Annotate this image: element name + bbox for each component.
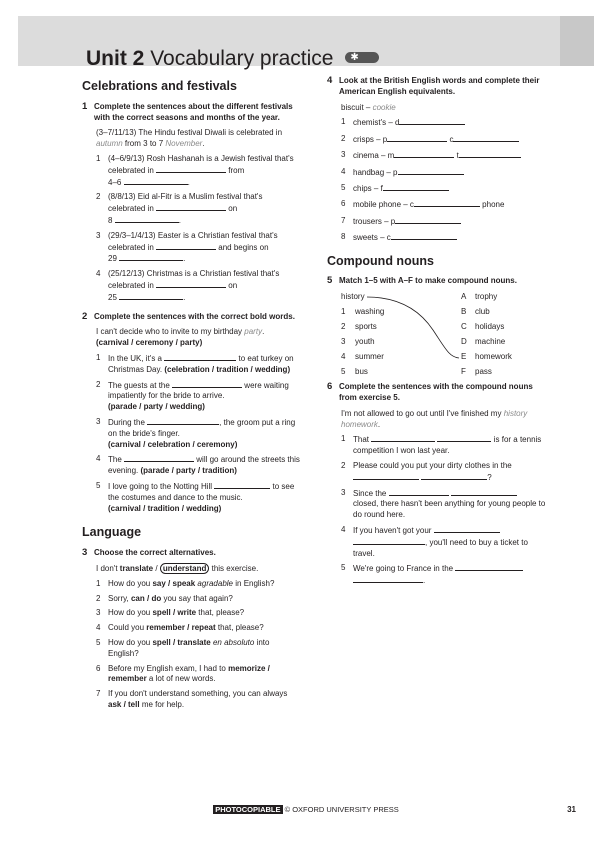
- exercise-instruction: Look at the British English words and complete their American English equivalents.: [339, 76, 540, 96]
- example-sentence: I don't translate / understand this exercise.: [96, 564, 259, 574]
- item-text: 25: [108, 292, 117, 302]
- list-item: [341, 117, 549, 128]
- match-letter: B: [461, 307, 467, 317]
- item-text: .: [423, 576, 426, 586]
- section-heading-celebrations: Celebrations and festivals: [82, 79, 237, 93]
- item-text: If you don't understand something, you can always: [108, 689, 288, 699]
- exercise-number: 5: [327, 275, 333, 287]
- options-text[interactable]: remember / repeat: [146, 623, 216, 633]
- example-sentence: I'm not allowed to go out until I've finished my history homework.: [341, 408, 528, 429]
- match-number: 4: [341, 352, 346, 362]
- item-text: How do you: [108, 608, 151, 618]
- list-item: [96, 638, 302, 660]
- item-number: 1: [96, 578, 101, 588]
- match-word: pass: [475, 367, 492, 377]
- match-word: sports: [355, 322, 377, 332]
- page-footer: [0, 805, 612, 815]
- match-number: 1: [341, 307, 346, 317]
- list-item: [96, 353, 302, 376]
- item-text: on: [228, 204, 238, 214]
- header-tab: [560, 16, 594, 66]
- item-text: c: [449, 134, 454, 144]
- match-number: 2: [341, 322, 346, 332]
- answer-blank[interactable]: [353, 472, 419, 480]
- list-item: [96, 579, 302, 590]
- list-item: [96, 594, 302, 605]
- match-word: bus: [355, 367, 368, 377]
- list-item: [341, 150, 549, 161]
- item-number: 4: [341, 166, 346, 176]
- item-text: from: [228, 165, 245, 175]
- right-column: [327, 76, 549, 591]
- item-text: that, please?: [217, 623, 264, 633]
- options-text: (carnival / celebration / ceremony): [108, 439, 238, 449]
- item-text: and begins on: [218, 242, 269, 252]
- list-item: 4 (25/12/13) Christmas is a Christian festival that's celebrated in on 25 .: [96, 269, 280, 302]
- option-word[interactable]: translate: [119, 564, 154, 574]
- item-text: that, please?: [198, 608, 245, 618]
- item-number: 2: [96, 192, 101, 202]
- exercise-number: 4: [327, 75, 333, 86]
- answer-blank[interactable]: [399, 117, 465, 125]
- item-number: 1: [96, 353, 101, 363]
- example-text: biscuit –: [341, 102, 371, 112]
- list-item: 1 (4–6/9/13) Rosh Hashanah is a Jewish festival that's celebrated in from 4–6 .: [96, 154, 294, 187]
- item-number: 5: [96, 480, 101, 490]
- list-item: [96, 481, 302, 514]
- item-text: I love going to the Notting Hill: [108, 481, 213, 491]
- item-text: phone: [482, 200, 505, 210]
- photocopiable-badge: PHOTOCOPIABLE: [215, 805, 281, 814]
- item-number: 5: [341, 563, 346, 573]
- item-number: 2: [341, 460, 346, 470]
- item-text: During the: [108, 418, 145, 427]
- example-text: from 3 to 7: [124, 139, 164, 149]
- match-letter: A: [461, 292, 467, 302]
- example-answer: party: [244, 327, 263, 337]
- answer-blank[interactable]: [156, 280, 226, 288]
- item-text: Before my English exam, I had to: [108, 663, 226, 673]
- example-answer: November: [165, 139, 203, 149]
- answer-blank[interactable]: [147, 417, 219, 425]
- title-label: Vocabulary practice: [150, 47, 334, 70]
- match-word: youth: [355, 337, 375, 347]
- exercise-instruction: Complete the sentences with the correct bold words.: [94, 311, 295, 321]
- item-number: 3: [96, 417, 101, 426]
- item-number: 1: [341, 117, 346, 127]
- item-text: (25/12/13) Christmas is a Christian festival that's celebrated in: [108, 269, 280, 291]
- exercise-number: 6: [327, 381, 333, 393]
- item-text: The guests at the: [108, 380, 170, 390]
- item-number: 2: [341, 133, 346, 143]
- item-text: 4–6: [108, 177, 122, 187]
- options-text: (parade / party / tradition): [140, 466, 237, 476]
- answer-blank[interactable]: [124, 177, 188, 185]
- match-letter: C: [461, 322, 467, 332]
- answer-blank[interactable]: [172, 380, 242, 388]
- item-text: chips – f: [353, 183, 383, 193]
- item-text: will go around the streets this evening.: [108, 455, 300, 476]
- unit-label: Unit 2: [86, 47, 145, 70]
- list-item: [341, 434, 549, 457]
- item-number: 3: [341, 487, 346, 497]
- answer-blank[interactable]: [421, 472, 487, 480]
- item-text: The: [108, 455, 122, 465]
- answer-blank[interactable]: [353, 575, 426, 586]
- exercise-number: 1: [82, 100, 88, 112]
- list-item: [341, 232, 549, 243]
- section-heading-language: Language: [82, 525, 142, 540]
- example-answer: history homework: [341, 408, 528, 429]
- list-item: [96, 689, 302, 711]
- item-number: 1: [341, 434, 346, 444]
- list-item: [341, 134, 549, 145]
- answer-blank[interactable]: [156, 165, 226, 173]
- item-text: (4–6/9/13) Rosh Hashanah is a Jewish festival that's celebrated in: [108, 154, 294, 175]
- item-text: is for a tennis competition I won last year.: [353, 435, 542, 456]
- item-text: That: [353, 435, 370, 445]
- star-badge-icon: ✱: [345, 52, 379, 63]
- exercise-5: [327, 275, 549, 377]
- answer-blank[interactable]: [451, 488, 517, 496]
- exercise-instruction: Match 1–5 with A–F to make compound nouns.: [339, 276, 517, 286]
- match-word: trophy: [475, 292, 498, 302]
- example-text: this exercise.: [211, 564, 259, 574]
- match-word: summer: [355, 352, 384, 362]
- section-heading-compound-nouns: Compound nouns: [327, 253, 434, 268]
- example-sentence: [341, 103, 549, 114]
- example-text: I don't: [96, 564, 118, 574]
- answer-blank[interactable]: [156, 242, 216, 250]
- left-column: [82, 76, 302, 715]
- answer-blank[interactable]: [164, 353, 236, 361]
- item-number: 6: [341, 199, 346, 209]
- matching-grid: [341, 292, 549, 377]
- answer-blank[interactable]: [353, 537, 425, 545]
- match-word: homework: [475, 352, 512, 362]
- item-text: chemist's – d: [353, 118, 400, 128]
- item-text: In the UK, it's a: [108, 354, 162, 364]
- example-sentence: (3–7/11/13) The Hindu festival Diwali is celebrated in autumn from 3 to 7 November.: [96, 128, 283, 149]
- options-text[interactable]: spell / translate: [152, 638, 211, 648]
- item-text: 29: [108, 254, 117, 264]
- match-word: holidays: [475, 322, 505, 332]
- options-text[interactable]: say / speak: [152, 578, 196, 588]
- exercise-instruction: Complete the sentences with the compound nouns from exercise 5.: [339, 382, 533, 402]
- item-number: 8: [341, 232, 346, 242]
- item-number: 2: [96, 379, 101, 389]
- item-text: t: [456, 151, 459, 161]
- answer-blank[interactable]: [124, 454, 194, 462]
- list-item: [341, 167, 549, 178]
- list-item: [341, 563, 549, 587]
- item-number: 3: [96, 608, 101, 618]
- answer-blank[interactable]: [387, 134, 447, 142]
- list-item: [96, 417, 302, 450]
- copyright-text: © OXFORD UNIVERSITY PRESS: [284, 805, 399, 814]
- item-text: handbag – p: [353, 167, 398, 177]
- example-match-line: [341, 292, 481, 374]
- match-word: machine: [475, 337, 506, 347]
- item-text: ?: [487, 472, 492, 482]
- item-text: a lot of new words.: [148, 674, 216, 684]
- item-text: Since the: [353, 488, 387, 498]
- options-text[interactable]: memorize / remember: [108, 663, 270, 684]
- exercise-1: [82, 102, 302, 304]
- list-item: [96, 623, 302, 634]
- item-text: were waiting impatiently for the bride to arrive.: [108, 380, 289, 401]
- item-number: 4: [96, 269, 101, 279]
- list-item: [96, 380, 302, 413]
- item-text: Please could you put your dirty clothes in the: [353, 460, 512, 470]
- match-letter: F: [461, 367, 466, 377]
- options-text[interactable]: ask / tell: [108, 700, 140, 710]
- example-answer: cookie: [372, 102, 396, 112]
- item-text: , the groom put a ring on the bride's finger.: [108, 418, 296, 438]
- match-letter: E: [461, 352, 467, 362]
- item-number: 7: [96, 689, 101, 699]
- example-text: I can't decide who to invite to my birthday: [96, 327, 243, 337]
- item-text: Could you: [108, 623, 145, 633]
- item-number: 5: [341, 182, 346, 192]
- list-item: [96, 664, 302, 686]
- item-text: into English?: [108, 638, 270, 658]
- answer-blank[interactable]: [455, 563, 523, 571]
- item-italic: en absoluto: [212, 638, 255, 648]
- match-word: washing: [355, 307, 385, 317]
- list-item: [341, 488, 549, 521]
- options-text[interactable]: spell / write: [152, 608, 197, 618]
- list-item: [96, 608, 302, 619]
- answer-blank[interactable]: [115, 215, 179, 223]
- answer-blank[interactable]: [119, 253, 183, 261]
- item-number: 4: [96, 454, 101, 464]
- options-text[interactable]: can / do: [130, 593, 162, 603]
- answer-blank[interactable]: [395, 216, 461, 224]
- page-number: 31: [567, 805, 576, 814]
- answer-blank[interactable]: [394, 150, 454, 158]
- item-text: (29/3–1/4/13) Easter is a Christian festival that's celebrated in: [108, 230, 278, 252]
- example-sentence: I can't decide who to invite to my birthday party. (carnival / ceremony / party): [96, 327, 265, 348]
- item-number: 5: [96, 638, 101, 648]
- page-title: [86, 48, 379, 69]
- example-text: I'm not allowed to go out until I've finished my: [341, 408, 502, 418]
- answer-blank[interactable]: [383, 183, 449, 191]
- item-text: you say that again?: [163, 593, 233, 603]
- item-text: (8/8/13) Eid al-Fitr is a Muslim festival that's celebrated in: [108, 192, 263, 214]
- exercise-number: 3: [82, 547, 88, 559]
- item-text: to eat turkey on Christmas Day.: [108, 354, 294, 374]
- item-text: How do you: [108, 638, 151, 648]
- answer-blank[interactable]: [119, 292, 183, 300]
- answer-blank[interactable]: [371, 434, 435, 442]
- list-item: 3 (29/3–1/4/13) Easter is a Christian festival that's celebrated in and begins on 29 .: [96, 230, 278, 264]
- answer-blank[interactable]: [453, 134, 519, 142]
- match-word: history: [341, 292, 365, 302]
- item-text: crisps – p: [353, 134, 388, 144]
- answer-blank[interactable]: [156, 203, 226, 211]
- item-text: me for help.: [141, 700, 185, 710]
- item-text: cinema – m: [353, 151, 395, 161]
- item-text: closed, there hasn't been anything for young people to do round here.: [353, 499, 546, 520]
- item-text: How do you: [108, 578, 151, 588]
- answer-blank[interactable]: [398, 167, 464, 175]
- list-item: [341, 461, 549, 484]
- item-text: in English?: [235, 578, 275, 588]
- exercise-instruction: Choose the correct alternatives.: [94, 548, 216, 558]
- answer-blank[interactable]: [437, 434, 491, 442]
- item-number: 3: [341, 150, 346, 160]
- item-number: 1: [96, 154, 101, 164]
- exercise-4: [327, 76, 549, 244]
- item-number: 3: [96, 230, 101, 240]
- item-text: Sorry,: [108, 593, 129, 603]
- item-text: , you'll need to buy a ticket to travel.: [353, 537, 528, 558]
- list-item: [341, 525, 549, 559]
- list-item: 2 (8/8/13) Eid al-Fitr is a Muslim festival that's celebrated in on 8 .: [96, 192, 263, 226]
- item-number: 2: [96, 593, 101, 603]
- item-text: mobile phone – c: [353, 200, 414, 210]
- list-item: [341, 199, 549, 210]
- item-text: 8: [108, 216, 113, 226]
- match-letter: D: [461, 337, 467, 347]
- list-item: [341, 183, 549, 194]
- answer-blank[interactable]: [456, 150, 521, 161]
- item-text: We're going to France in the: [353, 564, 454, 574]
- option-word-circled[interactable]: understand: [160, 563, 210, 574]
- exercise-2: [82, 312, 302, 515]
- page-header: [18, 16, 594, 70]
- item-text: on: [228, 281, 238, 291]
- options-text: (carnival / tradition / wedding): [108, 503, 222, 513]
- item-text: to see the costumes and dance to the music.: [108, 481, 295, 502]
- example-text: (3–7/11/13) The Hindu festival Diwali is celebrated in: [96, 128, 283, 138]
- options-text: (carnival / ceremony / party): [96, 338, 203, 348]
- options-text: (parade / party / wedding): [108, 402, 205, 412]
- answer-blank[interactable]: [434, 525, 500, 533]
- list-item: [96, 454, 302, 477]
- item-text: sweets – c: [353, 233, 391, 243]
- answer-blank[interactable]: [391, 232, 457, 240]
- list-item: [341, 216, 549, 227]
- exercise-3: [82, 548, 302, 711]
- item-number: 7: [341, 215, 346, 225]
- exercise-number: 2: [82, 310, 88, 322]
- answer-blank[interactable]: [389, 488, 449, 496]
- item-number: 6: [96, 663, 101, 673]
- options-text: (celebration / tradition / wedding): [164, 364, 291, 374]
- match-word: club: [475, 307, 490, 317]
- answer-blank[interactable]: [414, 199, 480, 207]
- item-number: 4: [96, 623, 101, 633]
- item-number: 4: [341, 524, 346, 534]
- match-number: 3: [341, 337, 346, 347]
- item-italic: agradable: [197, 578, 234, 588]
- answer-blank[interactable]: [214, 481, 270, 489]
- item-text: If you haven't got your: [353, 525, 432, 535]
- example-answer: autumn: [96, 139, 123, 149]
- exercise-instruction: Complete the sentences about the different festivals with the correct seasons and months of the year.: [94, 101, 293, 122]
- item-text: trousers – p: [353, 216, 396, 226]
- exercise-6: [327, 382, 549, 587]
- match-number: 5: [341, 367, 346, 377]
